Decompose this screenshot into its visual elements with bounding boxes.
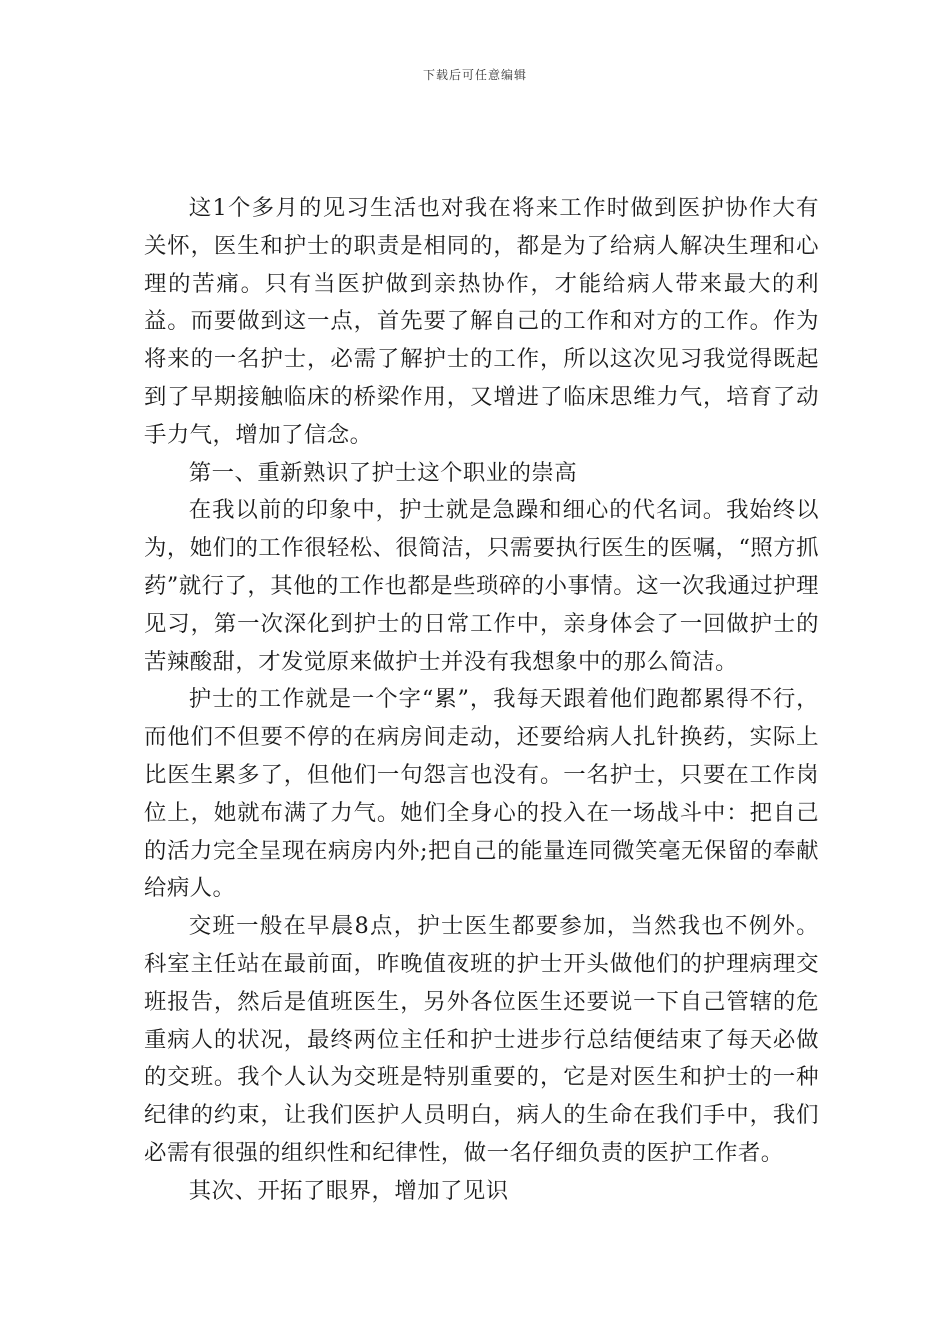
paragraph-shift-handover: 交班一般在早晨8点，护士医生都要参加，当然我也不例外。科室主任站在最前面，昨晚值夜班的护士开头做他们的护理病理交班报告，然后是值班医生，另外各位医生还要说一下自己管辖的危重病人的状况，最终两位主任和护士进步行总结便结束了每天必做的交班。我个人认为交班是特别重要的，它是对医生和护士的一种纪律的约束，让我们医护人员明白，病人的生命在我们手中，我们必需有很强的组织性和纪律性，做一名仔细负责的医护工作者。 [144,913,819,1166]
paragraph-impression: 在我以前的印象中，护士就是急躁和细心的代名词。我始终以为，她们的工作很轻松、很简洁，只需要执行医生的医嘱，“照方抓药”就行了，其他的工作也都是些琐碎的小事情。这一次我通过护理见习，第一次深化到护士的日常工作中，亲身体会了一回做护士的苦辣酸甜，才发觉原来做护士并没有我想象中的那么简洁。 [144,497,819,675]
section-heading-second: 其次、开拓了眼界，增加了见识 [188,1177,509,1204]
paragraph-nurse-work: 护士的工作就是一个字“累”，我每天跟着他们跑都累得不行，而他们不但要不停的在病房间走动，还要给病人扎针换药，实际上比医生累多了，但他们一句怨言也没有。一名护士，只要在工作岗位上，她就布满了力气。她们全身心的投入在一场战斗中：把自己的活力完全呈现在病房内外;把自己的能量连同微笑毫无保留的奉献给病人。 [144,686,819,902]
section-heading-first: 第一、重新熟识了护士这个职业的崇高 [188,459,578,486]
page-header: 下载后可任意编辑 [422,68,527,82]
paragraph-intro: 这1个多月的见习生活也对我在将来工作时做到医护协作大有关怀，医生和护士的职责是相同的，都是为了给病人解决生理和心理的苦痛。只有当医护做到亲热协作，才能给病人带来最大的利益。而要做到这一点，首先要了解自己的工作和对方的工作。作为将来的一名护士，必需了解护士的工作，所以这次见习我觉得既起到了早期接触临床的桥梁作用，又增进了临床思维力气，培育了动手力气，增加了信念。 [144,195,819,448]
document-body [144,190,819,1211]
